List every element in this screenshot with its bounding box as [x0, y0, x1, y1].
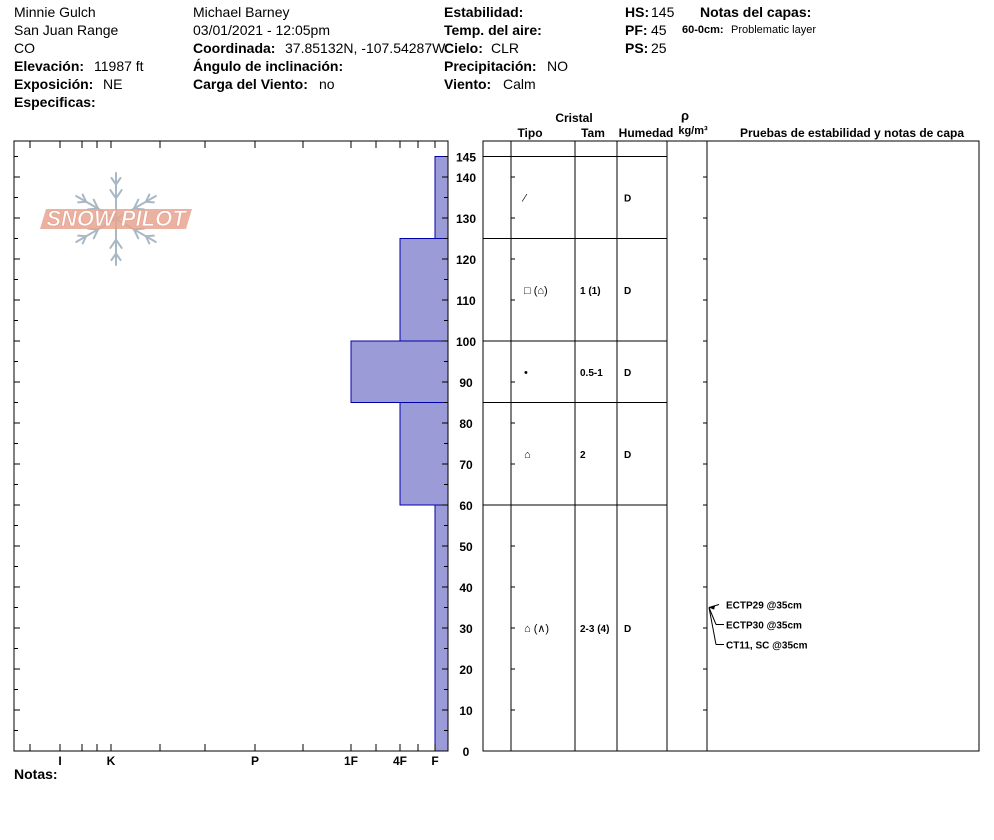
column-tests: Pruebas de estabilidad y notas de capa	[739, 126, 965, 140]
moisture-4: D	[624, 624, 632, 635]
hs-value: 145	[651, 4, 675, 20]
depth-label-40: 40	[459, 581, 473, 595]
crystal-size-4: 2-3 (4)	[580, 624, 610, 635]
depth-label-140: 140	[455, 171, 477, 185]
column-type: Tipo	[517, 126, 543, 140]
layer-table-frame	[483, 141, 979, 751]
stability-test-1: ECTP30 @35cm	[726, 620, 802, 632]
crystal-size-3: 2	[580, 449, 586, 461]
hardness-bar-3	[400, 403, 448, 506]
flake-branch-5-1-1	[146, 202, 154, 203]
crystal-type-1: □ (⌂)	[524, 284, 548, 297]
hardness-label-4f: 4F	[392, 754, 408, 768]
range: San Juan Range	[14, 22, 119, 38]
depth-label-90: 90	[459, 376, 473, 390]
elevation-label: Elevación:	[14, 58, 85, 74]
depth-label-60: 60	[459, 499, 473, 513]
moisture-0: D	[624, 193, 632, 205]
moisture-1: D	[624, 285, 632, 297]
elevation-value: 11987 ft	[94, 58, 144, 74]
depth-label-50: 50	[459, 540, 473, 554]
wind-load-label: Carga del Viento:	[193, 76, 308, 92]
layer-note-depth: 60-0cm:	[682, 24, 724, 36]
depth-label-30: 30	[459, 622, 473, 636]
column-size: Tam	[581, 126, 605, 140]
wind-label: Viento:	[444, 76, 492, 92]
depth-label-120: 120	[455, 253, 477, 267]
sky-value: CLR	[491, 40, 520, 56]
crystal-type-4: ⌂ (∧)	[524, 623, 550, 635]
test-leader-2	[709, 608, 716, 645]
column-rho: ρ	[680, 108, 690, 123]
depth-label-110: 110	[456, 294, 476, 308]
location: Minnie Gulch	[14, 4, 96, 20]
sky-label: Cielo:	[444, 40, 483, 56]
column-rho-unit: kg/m³	[678, 125, 708, 137]
layer-notes-label: Notas del capas:	[700, 4, 812, 20]
flake-branch-4-1-0	[146, 236, 154, 237]
pf-label: PF:	[625, 22, 648, 38]
aspect-label: Exposición:	[14, 76, 94, 92]
depth-label-80: 80	[459, 417, 473, 431]
stability-tests	[709, 601, 808, 652]
precip-value: NO	[547, 58, 568, 74]
coord-value: 37.85132N, -107.54287W	[285, 40, 446, 56]
depth-label-70: 70	[459, 458, 473, 472]
moisture-3: D	[624, 449, 632, 461]
crystal-size-2: 0.5-1	[580, 367, 603, 379]
hardness-label-f: F	[431, 754, 439, 768]
layer-note-text: Problematic layer	[731, 24, 816, 36]
depth-label-100: 100	[455, 335, 477, 349]
depth-label-0: 0	[462, 745, 470, 759]
depth-label-20: 20	[459, 663, 473, 677]
logo-text: SNOW PILOT	[46, 206, 186, 231]
air-temp-label: Temp. del aire:	[444, 22, 542, 38]
stability-test-2: CT11, SC @35cm	[726, 640, 808, 652]
moisture-2: D	[624, 367, 632, 379]
notes-label: Notas:	[14, 766, 58, 782]
datetime: 03/01/2021 - 12:05pm	[193, 22, 330, 38]
crystal-type-2: •	[524, 366, 528, 379]
hardness-label-k: K	[106, 754, 116, 768]
hardness-plot-frame	[14, 141, 448, 751]
depth-axis	[456, 151, 476, 760]
specifics-label: Especificas:	[14, 94, 96, 110]
wind-value: Calm	[503, 76, 536, 92]
layer-table-content	[521, 193, 631, 636]
depth-label-130: 130	[455, 212, 477, 226]
pf-value: 45	[651, 22, 667, 38]
ps-value: 25	[651, 40, 667, 56]
hardness-bar-1	[400, 239, 448, 342]
stability-test-0: ECTP29 @35cm	[726, 600, 802, 612]
hardness-profile	[351, 157, 448, 752]
hardness-bar-2	[351, 341, 448, 403]
observer: Michael Barney	[193, 4, 290, 20]
hs-label: HS:	[625, 4, 650, 20]
stability-label: Estabilidad:	[444, 4, 524, 20]
column-crystal: Cristal	[555, 111, 593, 125]
depth-label-10: 10	[459, 704, 473, 718]
layer-table-lines	[483, 141, 707, 751]
snowpilot-logo	[40, 173, 192, 265]
hardness-label-i: I	[58, 754, 62, 768]
crystal-type-0: ⁄	[524, 192, 526, 205]
crystal-type-3: ⌂	[524, 448, 531, 461]
test-leader-1	[709, 608, 716, 625]
state: CO	[14, 40, 35, 56]
ps-label: PS:	[625, 40, 649, 56]
aspect-value: NE	[103, 76, 123, 92]
slope-label: Ángulo de inclinación:	[193, 58, 344, 74]
hardness-label-p: P	[250, 754, 260, 768]
wind-load-value: no	[319, 76, 335, 92]
flake-branch-1-1-0	[78, 202, 86, 203]
hardness-label-1f: 1F	[343, 754, 359, 768]
precip-label: Precipitación:	[444, 58, 537, 74]
depth-label-145: 145	[455, 150, 477, 165]
crystal-size-1: 1 (1)	[580, 285, 601, 297]
column-moisture: Humedad	[618, 126, 674, 140]
coord-label: Coordinada:	[193, 40, 276, 56]
flake-branch-2-1-1	[78, 236, 86, 237]
